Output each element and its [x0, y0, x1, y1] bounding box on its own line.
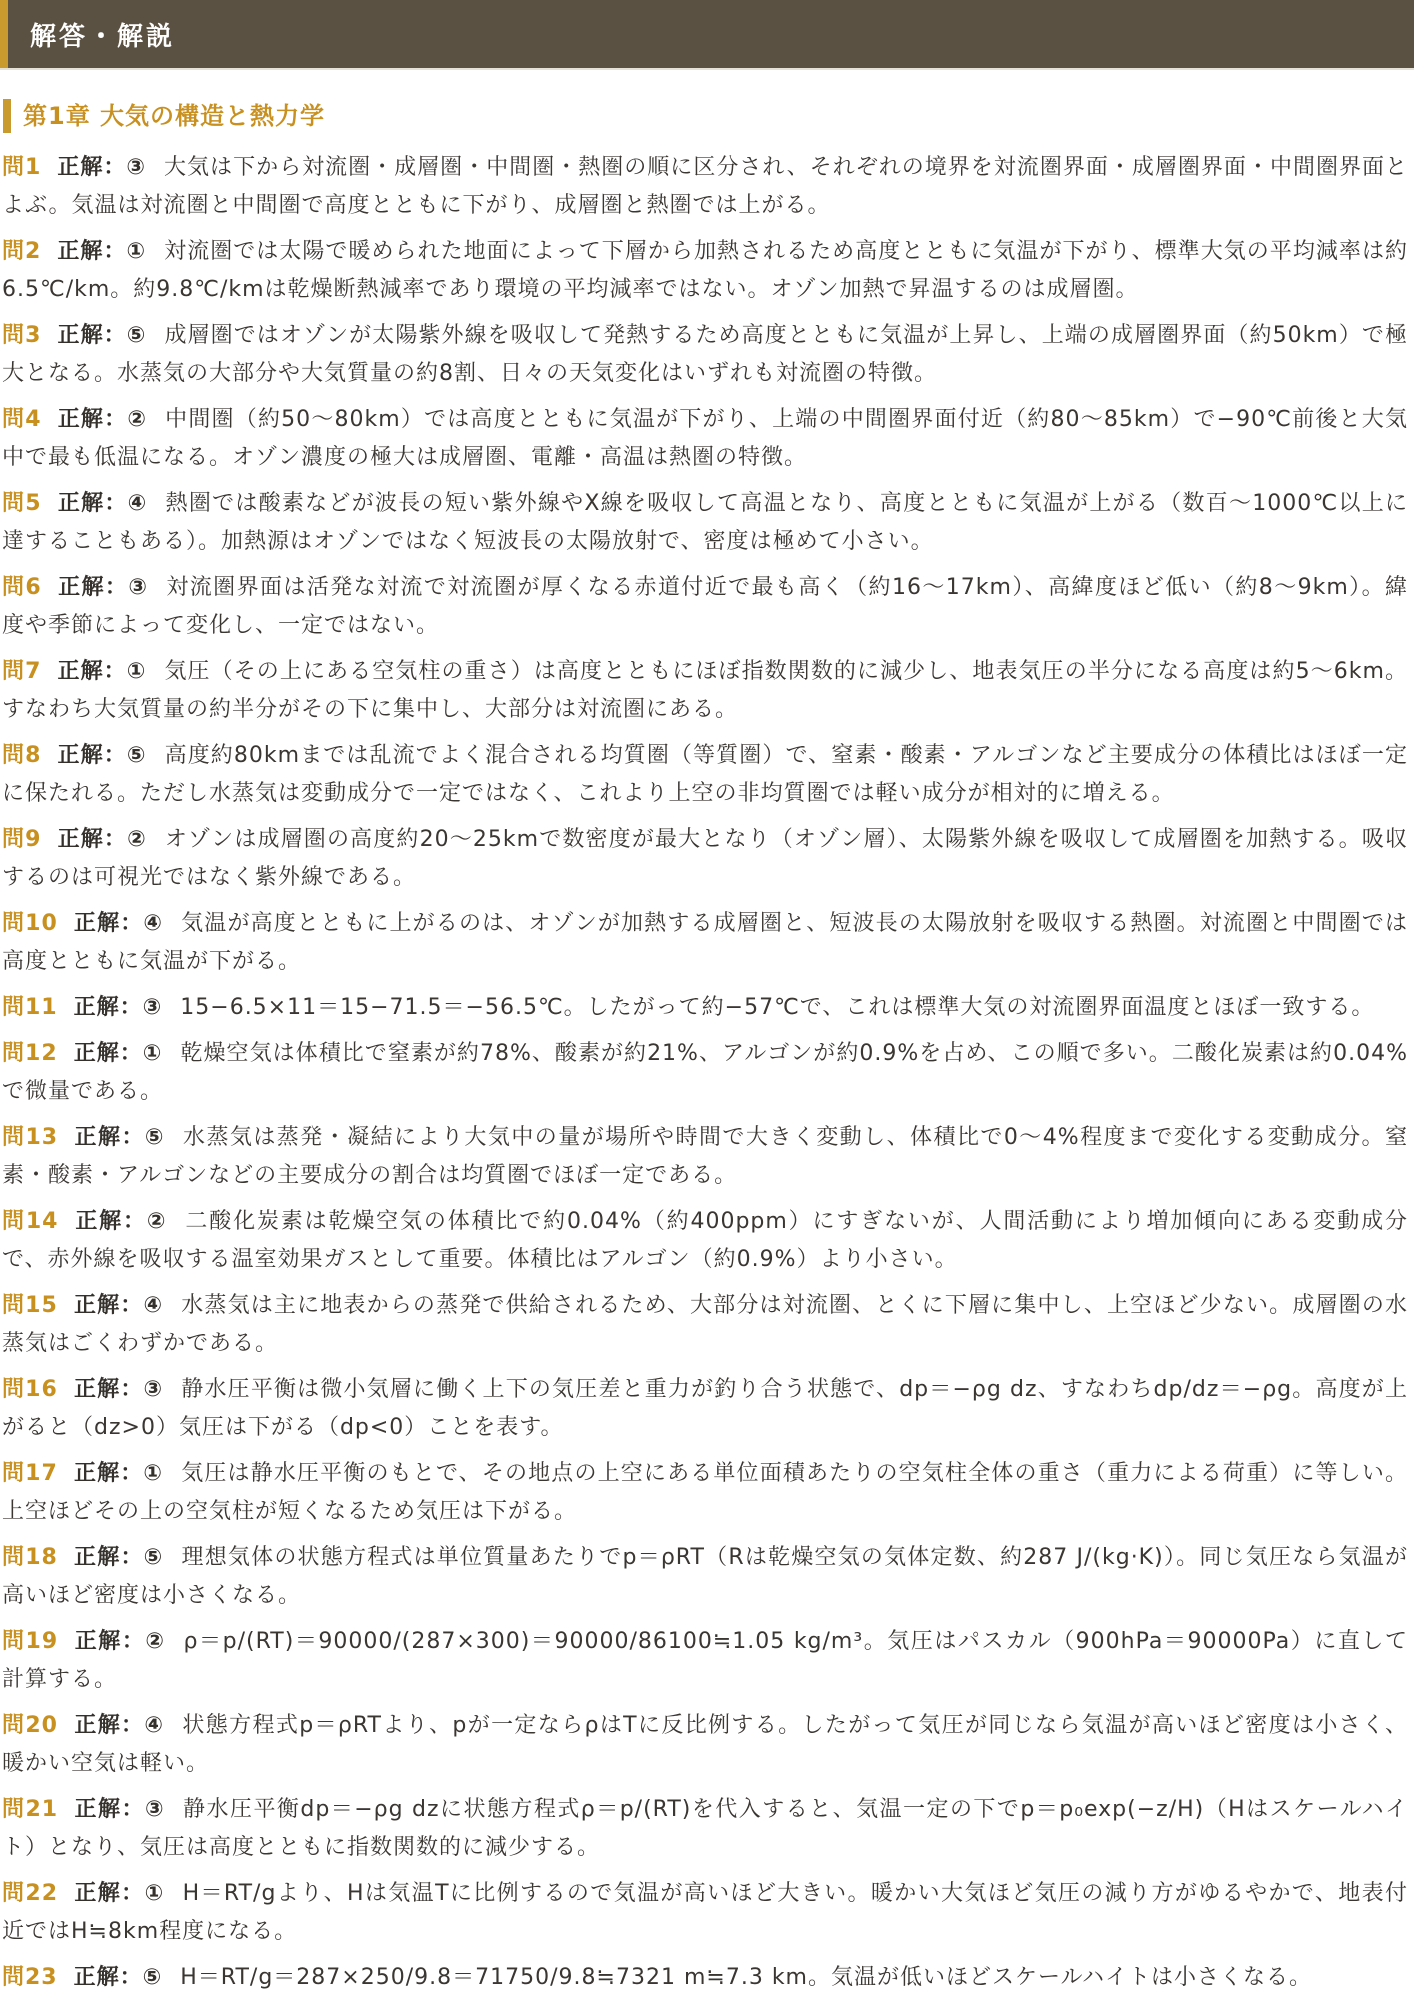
correct-answer: 正解：⑤: [73, 1545, 164, 1570]
explanation-text: 大気は下から対流圏・成層圏・中間圏・熱圏の順に区分され、それぞれの境界を対流圏界面・成層圏界面・中間圏界面とよぶ。気温は対流圏と中間圏で高度とともに下がり、成層圏と熱圏では上がる。: [2, 155, 1409, 218]
explanation-text: 高度約80kmまでは乱流でよく混合される均質圏（等質圏）で、窒素・酸素・アルゴンなど主要成分の体積比はほぼ一定に保たれる。ただし水蒸気は変動成分で一定ではなく、これより上空の非均質圏では軽い成分が相対的に増える。: [2, 743, 1408, 806]
question-number: 問11: [2, 995, 58, 1020]
question-number: 問3: [2, 323, 42, 348]
correct-answer: 正解：⑤: [73, 1965, 163, 1990]
correct-answer: 正解：④: [73, 1293, 164, 1318]
question-number: 問14: [2, 1209, 59, 1234]
correct-answer: 正解：①: [73, 1041, 163, 1066]
answer-entry: [2, 1959, 1408, 1997]
correct-answer: 正解：③: [57, 575, 149, 600]
question-number: 問19: [2, 1629, 59, 1654]
question-number: 問4: [2, 407, 42, 432]
answer-entry: [2, 821, 1408, 897]
correct-answer: 正解：③: [73, 995, 163, 1020]
answer-entry: [2, 317, 1408, 393]
header-accent-bar: [0, 0, 8, 68]
correct-answer: 正解：③: [73, 1377, 164, 1402]
question-number: 問17: [2, 1461, 58, 1486]
correct-answer: 正解：①: [57, 239, 147, 264]
answer-entry: [2, 1875, 1408, 1951]
answer-entry: [2, 1371, 1408, 1447]
explanation-text: 中間圏（約50〜80km）では高度とともに気温が下がり、上端の中間圏界面付近（約80〜85km）で−90℃前後と大気中で最も低温になる。オゾン濃度の極大は成層圏、電離・高温は熱圏の特徴。: [2, 407, 1408, 470]
correct-answer: 正解：⑤: [74, 1125, 165, 1150]
answer-list: [0, 149, 1414, 1997]
explanation-text: 静水圧平衡は微小気層に働く上下の気圧差と重力が釣り合う状態で、dp＝−ρg dz、すなわちdp/dz＝−ρg。高度が上がると（dz>0）気圧は下がる（dp<0）ことを表す。: [2, 1377, 1408, 1440]
answer-entry: [2, 1539, 1408, 1615]
explanation-text: 対流圏界面は活発な対流で対流圏が厚くなる赤道付近で最も高く（約16〜17km）、高緯度ほど低い（約8〜9km）。緯度や季節によって変化し、一定ではない。: [2, 575, 1408, 638]
explanation-text: 気圧（その上にある空気柱の重さ）は高度とともにほぼ指数関数的に減少し、地表気圧の半分になる高度は約5〜6km。すなわち大気質量の約半分がその下に集中し、大部分は対流圏にある。: [2, 659, 1409, 722]
answer-entry: [2, 1623, 1408, 1699]
answer-entry: [2, 1119, 1408, 1195]
question-number: 問6: [2, 575, 42, 600]
question-number: 問16: [2, 1377, 58, 1402]
question-number: 問20: [2, 1713, 58, 1738]
correct-answer: 正解：④: [57, 491, 148, 516]
correct-answer: 正解：⑤: [57, 743, 147, 768]
correct-answer: 正解：③: [57, 155, 147, 180]
explanation-text: 対流圏では太陽で暖められた地面によって下層から加熱されるため高度とともに気温が下がり、標準大気の平均減率は約6.5℃/km。約9.8℃/kmは乾燥断熱減率であり環境の平均減率ではない。オゾン加熱で昇温するのは成層圏。: [2, 239, 1408, 302]
answer-entry: [2, 1287, 1408, 1363]
question-number: 問23: [2, 1965, 58, 1990]
explanation-text: H＝RT/g＝287×250/9.8＝71750/9.8≒7321 m≒7.3 km。気温が低いほどスケールハイトは小さくなる。: [180, 1965, 1313, 1990]
correct-answer: 正解：①: [73, 1461, 164, 1486]
question-number: 問7: [2, 659, 42, 684]
question-number: 問9: [2, 827, 42, 852]
explanation-text: 静水圧平衡dp＝−ρg dzに状態方程式ρ＝p/(RT)を代入すると、気温一定の下でp＝p₀exp(−z/H)（Hはスケールハイト）となり、気圧は高度とともに指数関数的に減少する。: [2, 1797, 1408, 1860]
answer-entry: [2, 737, 1408, 813]
correct-answer: 正解：②: [57, 407, 148, 432]
correct-answer: 正解：②: [57, 827, 147, 852]
correct-answer: 正解：⑤: [57, 323, 147, 348]
correct-answer: 正解：④: [73, 911, 164, 936]
answer-entry: [2, 1035, 1408, 1111]
explanation-text: 水蒸気は主に地表からの蒸発で供給されるため、大部分は対流圏、とくに下層に集中し、上空ほど少ない。成層圏の水蒸気はごくわずかである。: [2, 1293, 1408, 1356]
question-number: 問15: [2, 1293, 58, 1318]
explanation-text: 乾燥空気は体積比で窒素が約78%、酸素が約21%、アルゴンが約0.9%を占め、この順で多い。二酸化炭素は約0.04%で微量である。: [2, 1041, 1408, 1104]
question-number: 問5: [2, 491, 42, 516]
question-number: 問13: [2, 1125, 59, 1150]
explanation-text: 熱圏では酸素などが波長の短い紫外線やX線を吸収して高温となり、高度とともに気温が上がる（数百〜1000℃以上に達することもある）。加熱源はオゾンではなく短波長の太陽放射で、密度は極めて小さい。: [2, 491, 1408, 554]
question-number: 問12: [2, 1041, 58, 1066]
explanation-text: ρ＝p/(RT)＝90000/(287×300)＝90000/86100≒1.05 kg/m³。気圧はパスカル（900hPa＝90000Pa）に直して計算する。: [2, 1629, 1408, 1692]
answer-entry: [2, 989, 1408, 1027]
answer-entry: [2, 569, 1408, 645]
answer-entry: [2, 1791, 1408, 1867]
answer-entry: [2, 485, 1408, 561]
answer-entry: [2, 1203, 1408, 1279]
question-number: 問2: [2, 239, 42, 264]
answer-entry: [2, 233, 1408, 309]
question-number: 問21: [2, 1797, 59, 1822]
question-number: 問1: [2, 155, 42, 180]
explanation-text: 理想気体の状態方程式は単位質量あたりでp＝ρRT（Rは乾燥空気の気体定数、約287 J/(kg·K)）。同じ気圧なら気温が高いほど密度は小さくなる。: [2, 1545, 1408, 1608]
explanation-text: H＝RT/gより、Hは気温Tに比例するので気温が高いほど大きい。暖かい大気ほど気圧の減り方がゆるやかで、地表付近ではH≒8km程度になる。: [2, 1881, 1408, 1944]
question-number: 問8: [2, 743, 42, 768]
section-header: [0, 0, 1414, 70]
explanation-text: 二酸化炭素は乾燥空気の体積比で約0.04%（約400ppm）にすぎないが、人間活動により増加傾向にある変動成分で、赤外線を吸収する温室効果ガスとして重要。体積比はアルゴン（約0.9%）より小さい。: [2, 1209, 1408, 1272]
question-number: 問18: [2, 1545, 58, 1570]
correct-answer: 正解：②: [74, 1629, 166, 1654]
correct-answer: 正解：②: [74, 1209, 168, 1234]
answer-entry: [2, 1455, 1408, 1531]
explanation-text: オゾンは成層圏の高度約20〜25kmで数密度が最大となり（オゾン層）、太陽紫外線を吸収して成層圏を加熱する。吸収するのは可視光ではなく紫外線である。: [2, 827, 1408, 890]
chapter-heading: 第1章 大気の構造と熱力学: [3, 99, 1414, 133]
answer-entry: [2, 653, 1408, 729]
explanation-text: 気圧は静水圧平衡のもとで、その地点の上空にある単位面積あたりの空気柱全体の重さ（重力による荷重）に等しい。上空ほどその上の空気柱が短くなるため気圧は下がる。: [2, 1461, 1408, 1524]
answer-entry: [2, 149, 1408, 225]
explanation-text: 状態方程式p＝ρRTより、pが一定ならρはTに反比例する。したがって気圧が同じなら気温が高いほど密度は小さく、暖かい空気は軽い。: [2, 1713, 1408, 1776]
section-title: 解答・解説: [30, 21, 176, 52]
correct-answer: 正解：①: [74, 1881, 165, 1906]
explanation-text: 成層圏ではオゾンが太陽紫外線を吸収して発熱するため高度とともに気温が上昇し、上端の成層圏界面（約50km）で極大となる。水蒸気の大部分や大気質量の約8割、日々の天気変化はいずれも対流圏の特徴。: [2, 323, 1408, 386]
answer-entry: [2, 401, 1408, 477]
correct-answer: 正解：①: [57, 659, 147, 684]
question-number: 問10: [2, 911, 58, 936]
answer-entry: [2, 1707, 1408, 1783]
explanation-text: 気温が高度とともに上がるのは、オゾンが加熱する成層圏と、短波長の太陽放射を吸収する熱圏。対流圏と中間圏では高度とともに気温が下がる。: [2, 911, 1408, 974]
correct-answer: 正解：③: [74, 1797, 166, 1822]
question-number: 問22: [2, 1881, 59, 1906]
correct-answer: 正解：④: [73, 1713, 165, 1738]
answer-entry: [2, 905, 1408, 981]
explanation-text: 水蒸気は蒸発・凝結により大気中の量が場所や時間で大きく変動し、体積比で0〜4%程度まで変化する変動成分。窒素・酸素・アルゴンなどの主要成分の割合は均質圏でほぼ一定である。: [2, 1125, 1408, 1188]
explanation-text: 15−6.5×11＝15−71.5＝−56.5℃。したがって約−57℃で、これは標準大気の対流圏界面温度とほぼ一致する。: [180, 995, 1375, 1020]
